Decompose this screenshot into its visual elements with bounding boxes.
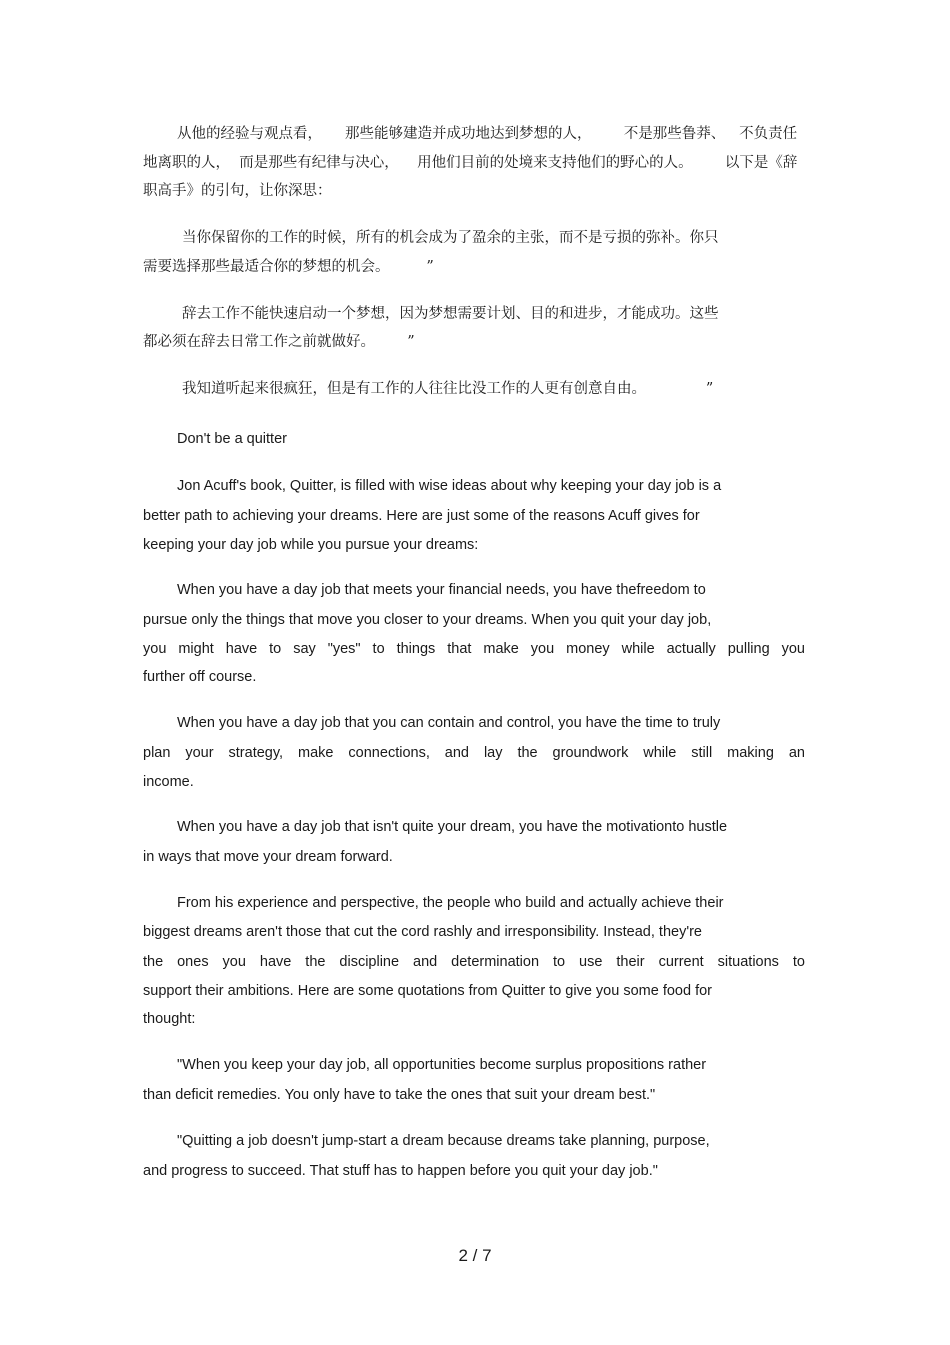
quote-line: "Quitting a job doesn't jump-start a dream because dreams take planning, purpose,	[177, 1133, 710, 1149]
paragraph-line: support their ambitions. Here are some quotations from Quitter to give you some food for	[143, 983, 712, 999]
paragraph-line: When you have a day job that isn't quite your dream, you have the motivationto hustle	[177, 819, 728, 835]
quote-line: "When you keep your day job, all opportunities become surplus propositions rather	[177, 1057, 707, 1073]
paragraph-line: biggest dreams aren't those that cut the cord rashly and irresponsibility. Instead, they're	[143, 924, 702, 940]
paragraph-line: the ones you have the discipline and determination to use their current situations to	[143, 954, 805, 970]
paragraph-line: 从他的经验与观点看， 那些能够建造并成功地达到梦想的人， 不是那些鲁莽、 不负责任	[177, 126, 798, 142]
paragraph-line: pursue only the things that move you closer to your dreams. When you quit your day job,	[143, 612, 712, 628]
paragraph-line: further off course.	[143, 669, 257, 685]
paragraph-line: 职高手》的引句，让你深思：	[143, 183, 332, 199]
quote-line: 辞去工作不能快速启动一个梦想，因为梦想需要计划、目的和进步，才能成功。这些	[182, 306, 719, 322]
quote-line: 当你保留你的工作的时候，所有的机会成为了盈余的主张，而不是亏损的弥补。你只	[182, 230, 719, 246]
quote-line: 我知道听起来很疯狂，但是有工作的人往往比没工作的人更有创意自由。 ”	[182, 381, 714, 397]
paragraph-line: plan your strategy, make connections, and lay the groundwork while still making an	[143, 745, 805, 761]
paragraph-line: When you have a day job that meets your financial needs, you have thefreedom to	[177, 582, 706, 598]
paragraph-line: you might have to say "yes" to things that make you money while actually pulling you	[143, 641, 805, 657]
paragraph-line: keeping your day job while you pursue your dreams:	[143, 537, 479, 553]
quote-line: 需要选择那些最适合你的梦想的机会。 ”	[143, 259, 434, 275]
page-number: 2 / 7	[458, 1246, 492, 1265]
paragraph-line: better path to achieving your dreams. Here are just some of the reasons Acuff gives for	[143, 508, 700, 524]
quote-line: and progress to succeed. That stuff has to happen before you quit your day job."	[143, 1163, 658, 1179]
paragraph-line: thought:	[143, 1011, 196, 1027]
paragraph-line: income.	[143, 774, 194, 790]
paragraph-line: Jon Acuff's book, Quitter, is filled with wise ideas about why keeping your day job is a	[177, 478, 722, 494]
paragraph-line: When you have a day job that you can contain and control, you have the time to truly	[177, 715, 721, 731]
section-heading: Don't be a quitter	[177, 431, 287, 447]
paragraph-line: From his experience and perspective, the people who build and actually achieve their	[177, 895, 724, 911]
quote-line: 都必须在辞去日常工作之前就做好。 ”	[143, 334, 415, 350]
quote-line: than deficit remedies. You only have to take the ones that suit your dream best."	[143, 1087, 656, 1103]
paragraph-line: in ways that move your dream forward.	[143, 849, 393, 865]
paragraph-line: 地离职的人， 而是那些有纪律与决心， 用他们目前的处境来支持他们的野心的人。 以下是《辞	[143, 155, 798, 171]
